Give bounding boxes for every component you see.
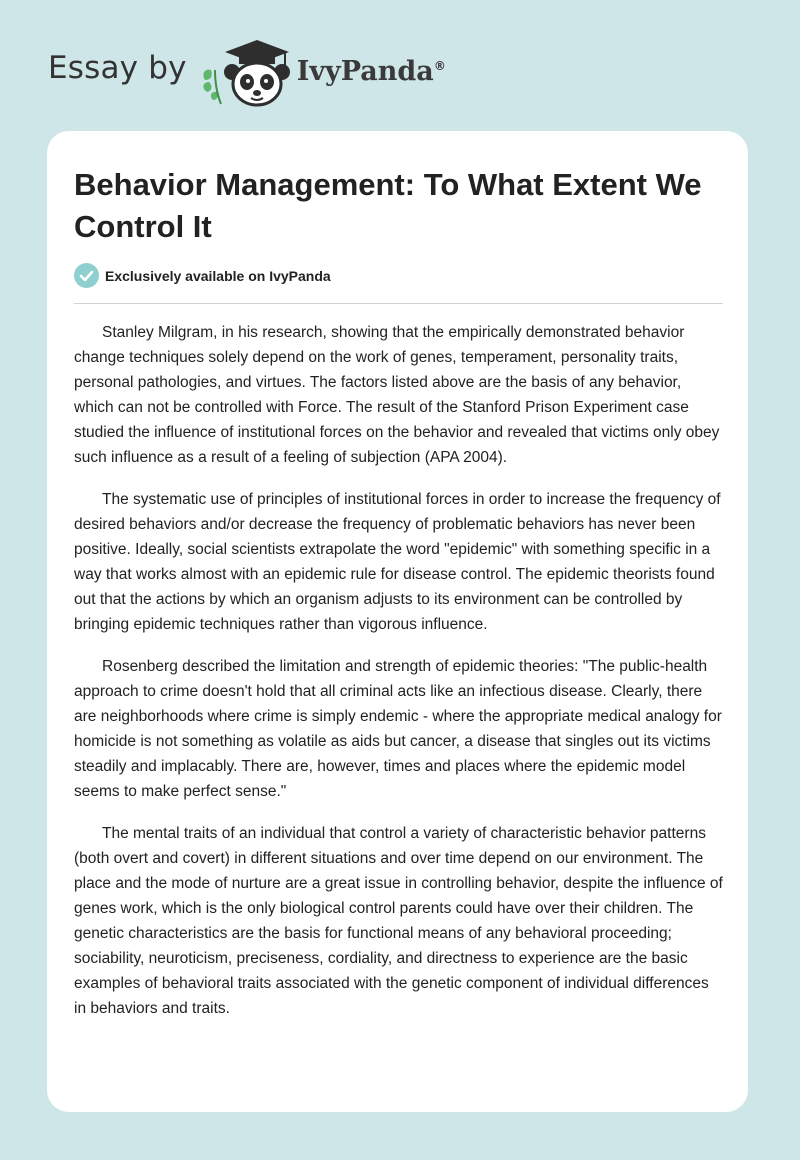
trademark-symbol: ® — [433, 58, 446, 73]
exclusive-badge-label: Exclusively available on IvyPanda — [105, 267, 331, 284]
essay-body — [74, 320, 724, 1038]
brand-name-text: IvyPanda — [296, 55, 434, 87]
essay-by-label: Essay by — [48, 50, 187, 86]
essay-card — [47, 131, 748, 1112]
exclusive-badge — [74, 263, 331, 288]
site-header — [48, 36, 508, 108]
brand-name[interactable] — [297, 56, 446, 87]
page-title: Behavior Management: To What Extent We Control It — [74, 167, 702, 244]
paragraph: The mental traits of an individual that control a variety of characteristic behavior patterns (both overt and covert) in different situations and over time depend on our environment. The place and the mode of nurture are a great issue in controlling behavior, despite the influence of genes work, which is the only biological control parents could have over their children. The genetic characteristics are the basis for functional means of any behavioral proceeding; sociability, neuroticism, preciseness, cordiality, and directness to experience are the basic examples of behavioral traits associated with the genetic component of individual differences in behaviors and traits. — [74, 825, 723, 1017]
paragraph: The systematic use of principles of institutional forces in order to increase the frequency of desired behaviors and/or decrease the frequency of problematic behaviors has never been positive. Ideally, social scientists extrapolate the word "epidemic" with something specific in a way that works almost with an epidemic rule for disease control. The epidemic theorists found out that the actions by which an organism adjusts to its environment can be controlled by bringing epidemic techniques rather than vigorous influence. — [74, 491, 721, 633]
divider — [74, 303, 723, 304]
paragraph: Rosenberg described the limitation and strength of epidemic theories: "The public-health approach to crime doesn't hold that all criminal acts like an infectious disease. Clearly, there are neighborhoods where crime is simply endemic - where the appropriate medical analogy for homicide is not something as volatile as aids but cancer, a disease that singles out its victims steadily and implacably. There are, however, times and places where the epidemic model seems to make perfect sense." — [74, 658, 722, 800]
check-circle-icon — [74, 263, 99, 288]
panda-graduate-icon[interactable] — [199, 36, 291, 108]
paragraph: Stanley Milgram, in his research, showing that the empirically demonstrated behavior change techniques solely depend on the work of genes, temperament, personality traits, personal pathologies, and virtues. The factors listed above are the basis of any behavior, which can not be controlled with Force. The result of the Stanford Prison Experiment case studied the influence of institutional forces on the behavior and revealed that victims only obey such influence as a result of a feeling of subjection (APA 2004). — [74, 324, 720, 466]
